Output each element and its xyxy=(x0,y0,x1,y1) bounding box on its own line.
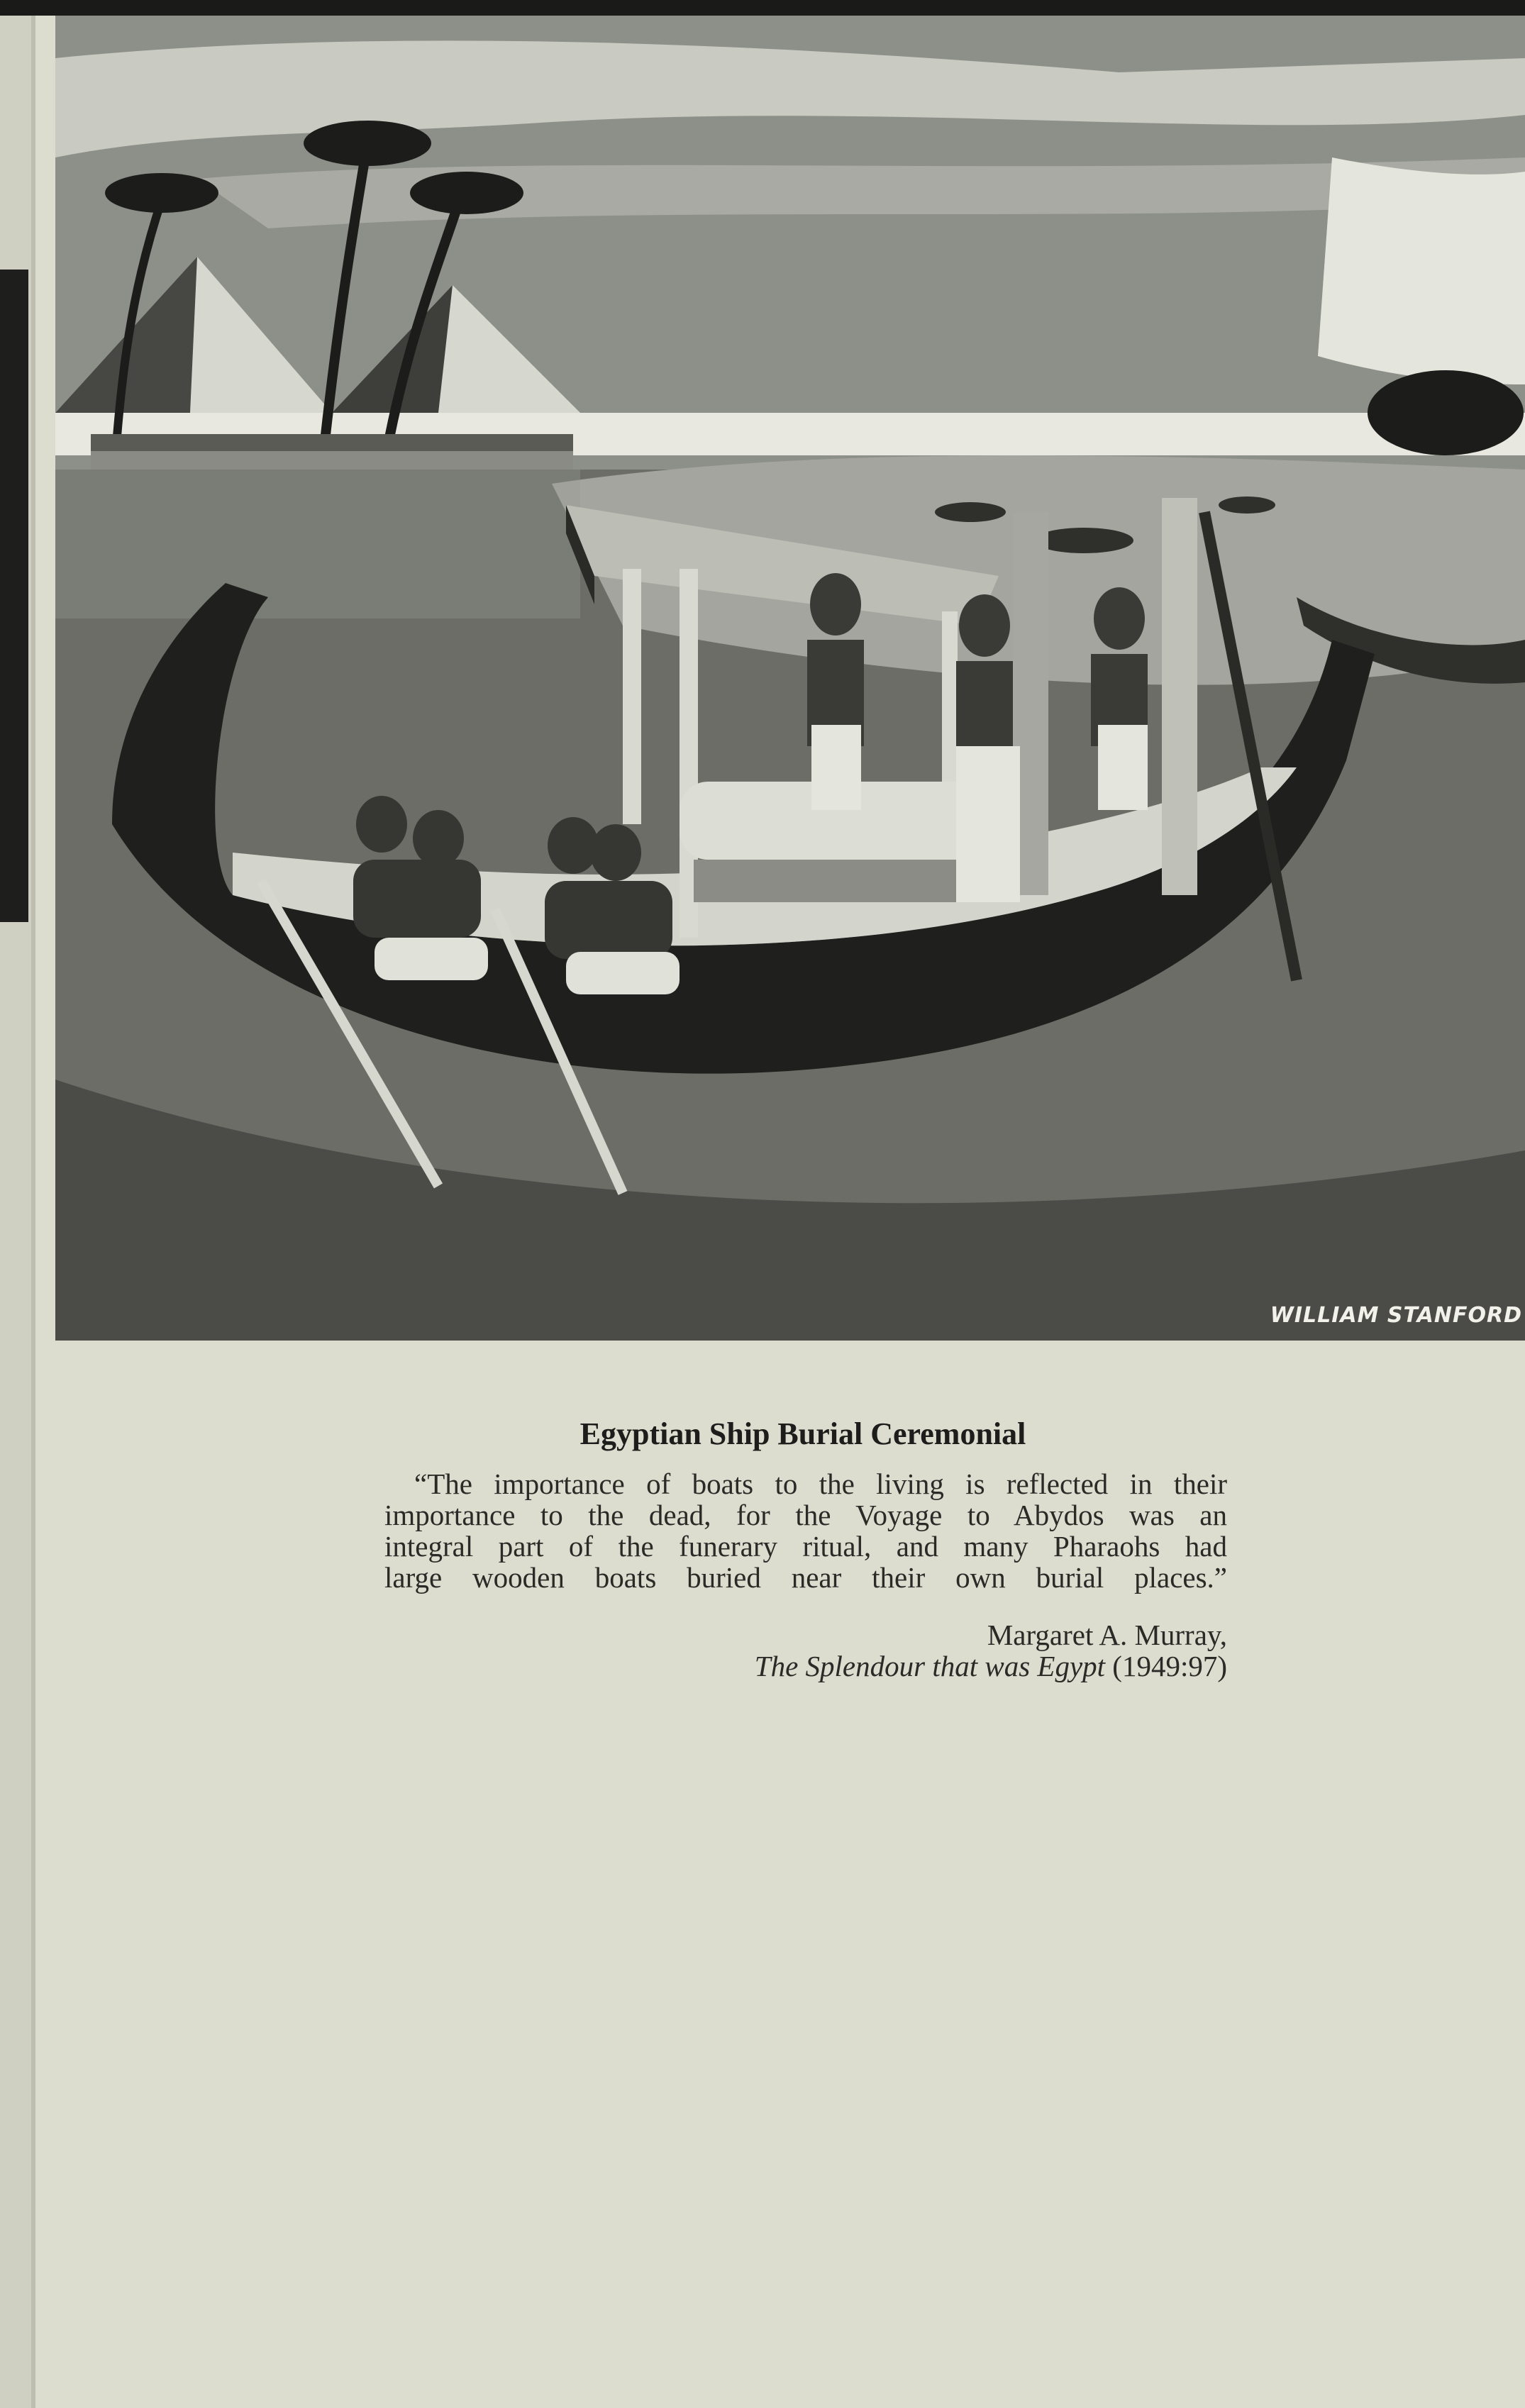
page-top-edge xyxy=(0,0,1525,16)
quote-line: integral part of the funerary ritual, and many Pharaohs had xyxy=(384,1530,1227,1563)
quote-author: Margaret A. Murray, xyxy=(987,1619,1227,1651)
facing-page-image-edge xyxy=(0,270,28,922)
quote-line: large wooden boats buried near their own burial places.” xyxy=(384,1561,1227,1594)
citation: (1949:97) xyxy=(1105,1650,1227,1682)
quote-attribution xyxy=(567,1619,1227,1682)
quote-block xyxy=(384,1468,1227,1593)
quote-source xyxy=(567,1650,1227,1682)
ship-burial-illustration xyxy=(55,16,1525,1341)
illustration-drawing xyxy=(55,16,1525,1341)
caption-title: Egyptian Ship Burial Ceremonial xyxy=(580,1416,1026,1451)
book-title: The Splendour that was Egypt xyxy=(754,1650,1106,1682)
artist-signature: WILLIAM STANFORD xyxy=(1270,1303,1522,1328)
quote-line: importance to the dead, for the Voyage to Abydos was an xyxy=(384,1499,1227,1531)
quote-line: “The importance of boats to the living is reflected in their xyxy=(414,1467,1227,1500)
